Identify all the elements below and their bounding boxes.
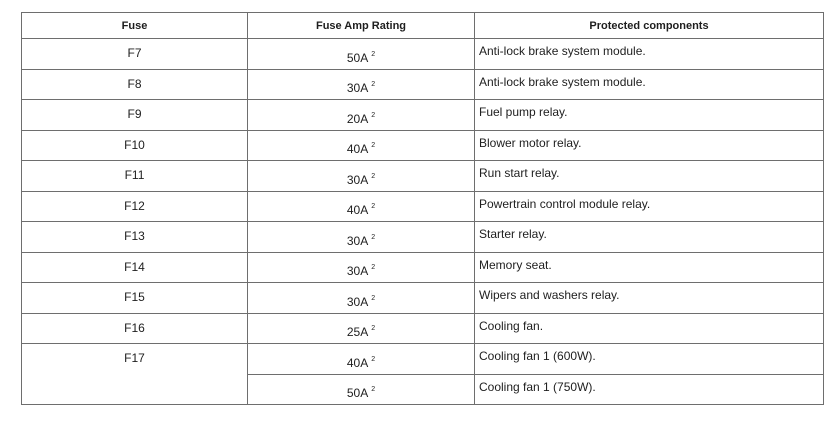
fuse-cell: F14 [22,252,248,283]
fuse-cell: F11 [22,161,248,192]
amp-value: 40A [346,355,369,370]
amp-cell [248,283,475,314]
amp-value: 30A [346,81,369,95]
table-row [22,100,824,131]
amp-value: 20A [346,111,369,126]
component-cell: Anti-lock brake system module. [475,69,824,100]
amp-cell [248,344,475,375]
fuse-cell: F7 [22,39,248,70]
amp-value: 25A [346,325,369,339]
note-marker: 2 [371,325,376,332]
table-row [22,191,824,222]
fuse-cell: F17 [22,344,248,405]
table-row [22,344,824,375]
amp-cell [248,374,475,405]
component-cell: Starter relay. [475,222,824,253]
fuse-cell: F10 [22,130,248,161]
component-cell: Cooling fan 1 (600W). [475,344,824,375]
amp-cell [248,130,475,161]
amp-cell [248,252,475,283]
fuse-cell: F12 [22,191,248,222]
note-marker: 2 [371,81,376,88]
component-cell: Fuel pump relay. [475,100,824,131]
component-cell: Cooling fan 1 (750W). [475,374,824,405]
note-marker: 2 [371,294,376,302]
note-marker: 2 [371,111,376,119]
note-marker: 2 [371,142,376,149]
fuse-cell: F15 [22,283,248,314]
fuse-cell: F8 [22,69,248,100]
table-row [22,39,824,70]
amp-value: 40A [346,142,369,156]
fuse-cell: F9 [22,100,248,131]
note-marker: 2 [371,233,376,241]
component-cell: Blower motor relay. [475,130,824,161]
amp-cell [248,39,475,70]
note-marker: 2 [371,172,376,180]
fuse-cell: F16 [22,313,248,344]
amp-cell [248,161,475,192]
component-cell: Wipers and washers relay. [475,283,824,314]
fuse-table [21,12,824,405]
table-header-row [22,13,824,39]
amp-cell [248,100,475,131]
table-row [22,252,824,283]
table-row [22,69,824,100]
note-marker: 2 [371,50,376,58]
component-cell: Memory seat. [475,252,824,283]
amp-value: 50A [346,50,369,65]
fuse-cell: F13 [22,222,248,253]
amp-value: 30A [346,172,369,187]
table-row [22,130,824,161]
component-cell: Anti-lock brake system module. [475,39,824,70]
amp-cell [248,313,475,344]
header-fuse: Fuse [22,13,248,39]
component-cell: Powertrain control module relay. [475,191,824,222]
amp-value: 30A [346,294,369,309]
amp-value: 30A [346,233,369,248]
amp-value: 30A [346,264,369,278]
component-cell: Run start relay. [475,161,824,192]
amp-cell [248,222,475,253]
amp-cell [248,69,475,100]
table-row [22,222,824,253]
header-protected-components: Protected components [475,13,824,39]
note-marker: 2 [371,386,376,393]
table-row [22,161,824,192]
header-fuse-amp-rating: Fuse Amp Rating [248,13,475,39]
amp-cell [248,191,475,222]
amp-value: 50A [346,386,369,400]
table-row [22,283,824,314]
table-row [22,313,824,344]
note-marker: 2 [371,355,376,363]
note-marker: 2 [371,203,376,210]
amp-value: 40A [346,203,369,217]
component-cell: Cooling fan. [475,313,824,344]
note-marker: 2 [371,264,376,271]
